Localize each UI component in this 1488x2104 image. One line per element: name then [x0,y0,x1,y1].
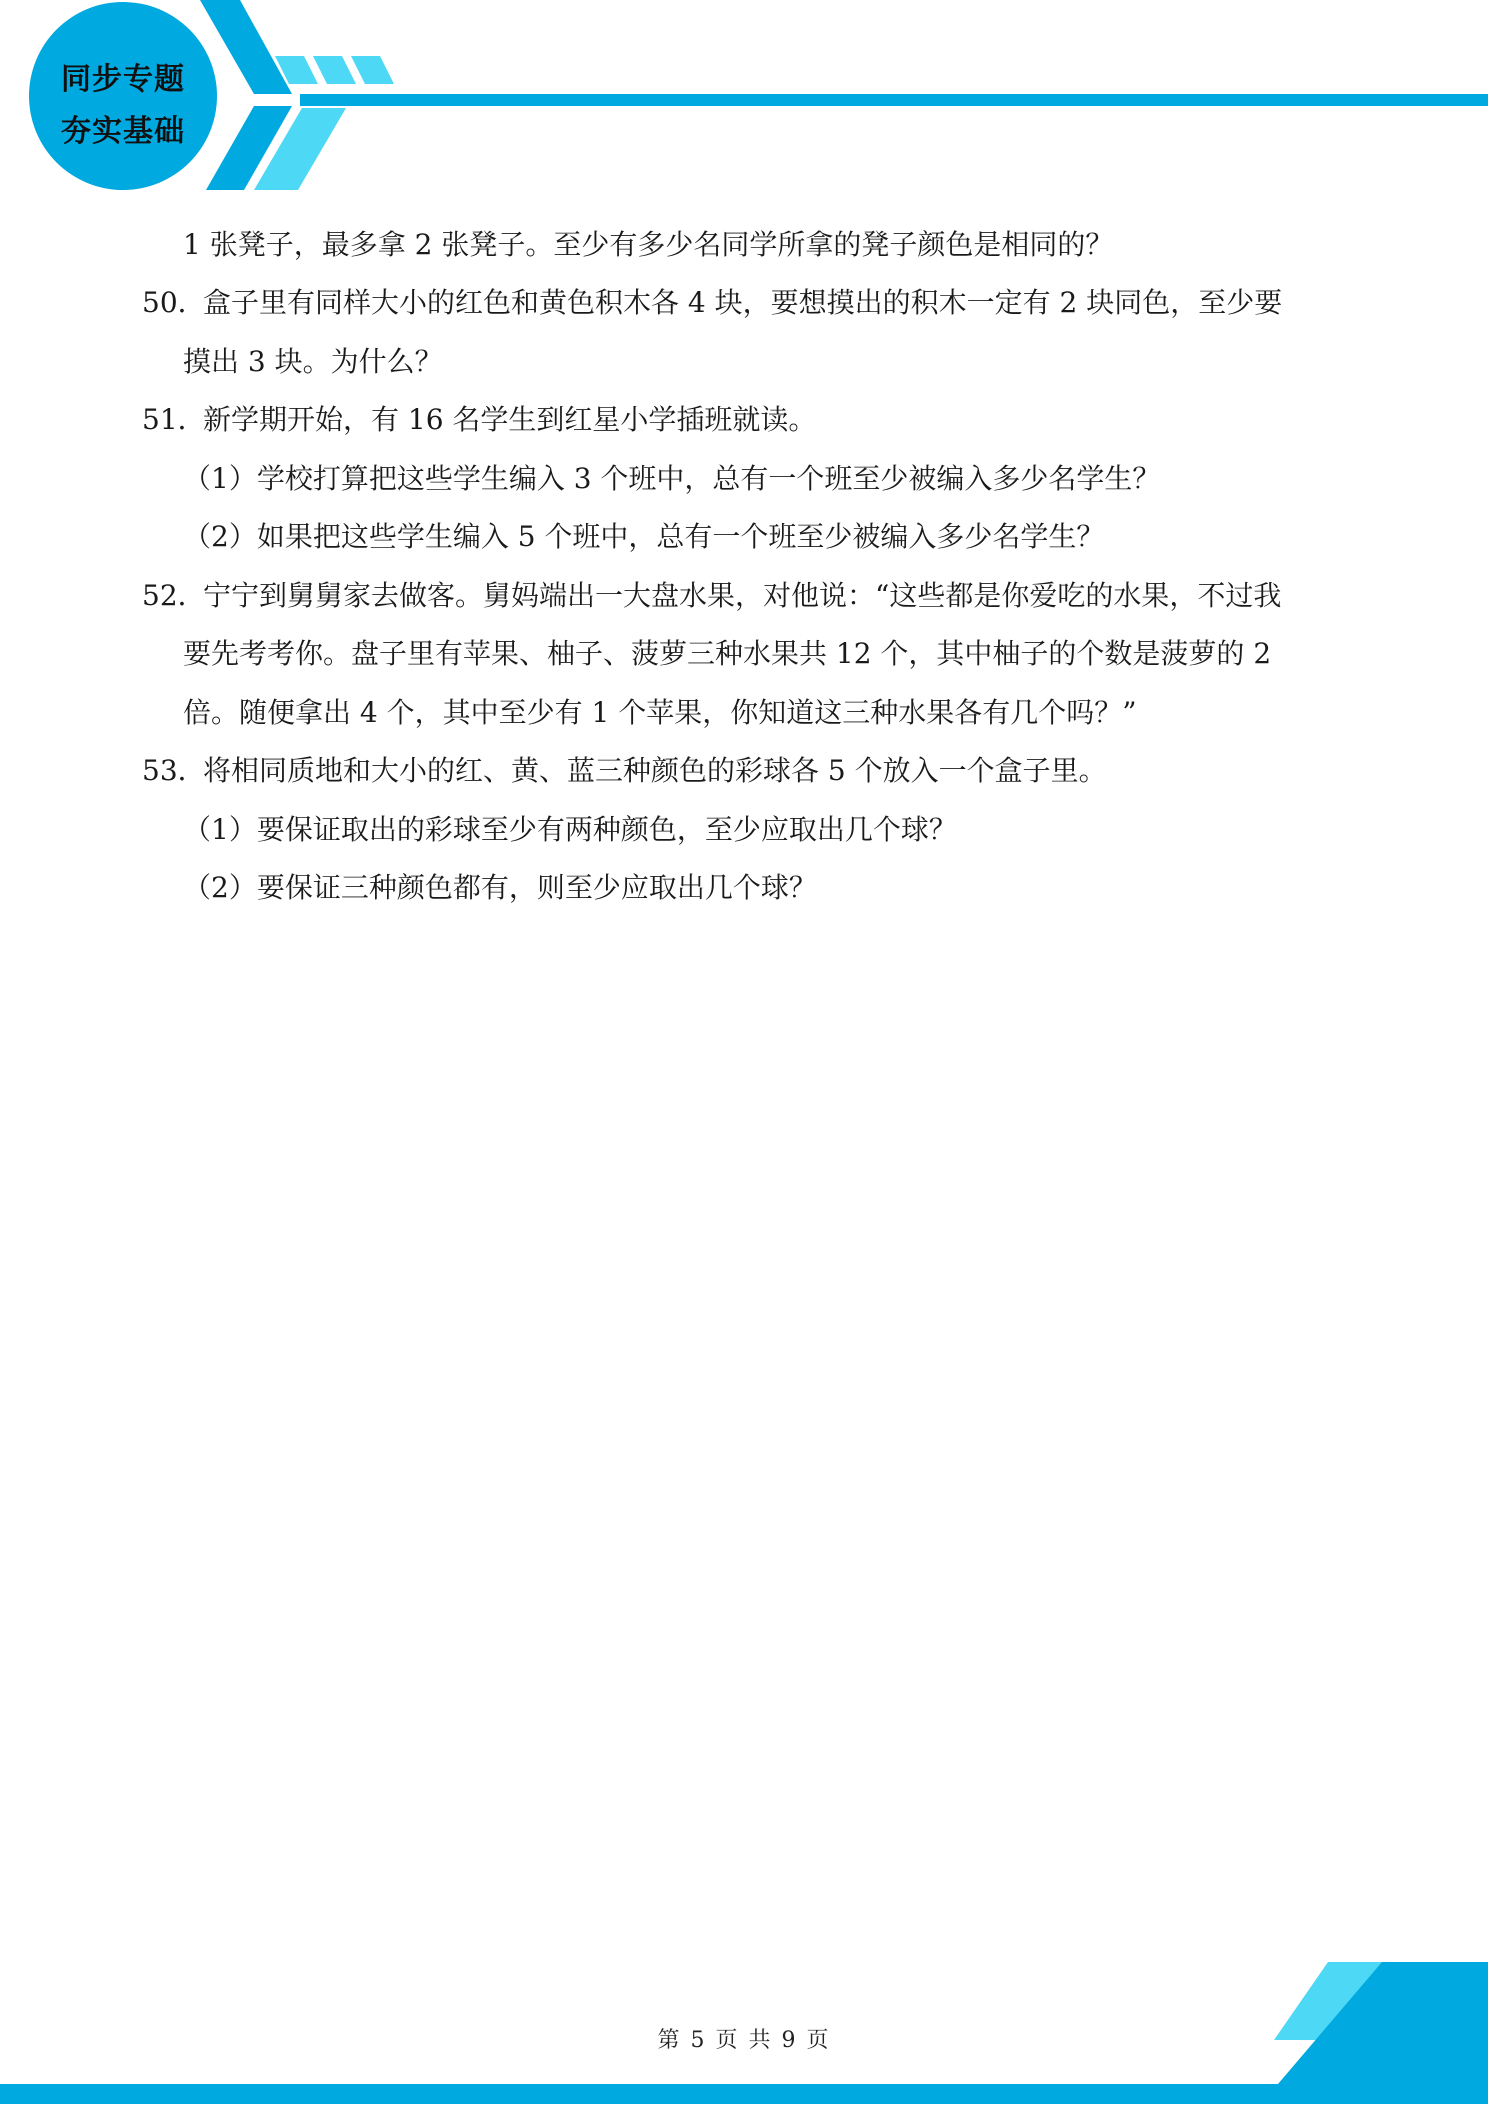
badge-title-line2: 夯实基础 [61,114,185,149]
header-banner [0,0,1488,200]
problem-53-line1: 将相同质地和大小的红、黄、蓝三种颜色的彩球各 5 个放入一个盒子里。 [203,754,1107,787]
badge-title-line1: 同步专题 [61,62,185,97]
problem-53-number: 53． [142,754,206,787]
problem-51-number: 51． [142,403,206,436]
problem-50-line2: 摸出 3 块。为什么？ [183,345,443,378]
problem-51-sub1: （1）学校打算把这些学生编入 3 个班中，总有一个班至少被编入多少名学生？ [183,462,1161,495]
header-dash-2 [313,56,356,84]
problem-51-sub2: （2）如果把这些学生编入 5 个班中，总有一个班至少被编入多少名学生？ [183,520,1105,553]
problem-50-number: 50． [142,286,206,319]
problem-52-line2: 要先考考你。盘子里有苹果、柚子、菠萝三种水果共 12 个，其中柚子的个数是菠萝的 2 [183,637,1272,670]
problem-49-continuation: 1 张凳子，最多拿 2 张凳子。至少有多少名同学所拿的凳子颜色是相同的？ [183,228,1114,261]
problem-52-line3: 倍。随便拿出 4 个，其中至少有 1 个苹果，你知道这三种水果各有几个吗？” [183,696,1137,729]
problem-53-sub1: （1）要保证取出的彩球至少有两种颜色，至少应取出几个球？ [183,813,957,846]
footer-stripe [0,2084,1488,2104]
header-dash-3 [351,56,394,84]
problem-51-line1: 新学期开始，有 16 名学生到红星小学插班就读。 [203,403,817,436]
header-stripe [300,94,1488,106]
problem-53-sub2: （2）要保证三种颜色都有，则至少应取出几个球？ [183,871,817,904]
problem-52-line1: 宁宁到舅舅家去做客。舅妈端出一大盘水果，对他说：“这些都是你爱吃的水果，不过我 [203,579,1282,612]
page-number: 第 5 页 共 9 页 [657,2028,831,2053]
problem-52-number: 52． [142,579,206,612]
problem-50-line1: 盒子里有同样大小的红色和黄色积木各 4 块，要想摸出的积木一定有 2 块同色，至少要 [203,286,1283,319]
